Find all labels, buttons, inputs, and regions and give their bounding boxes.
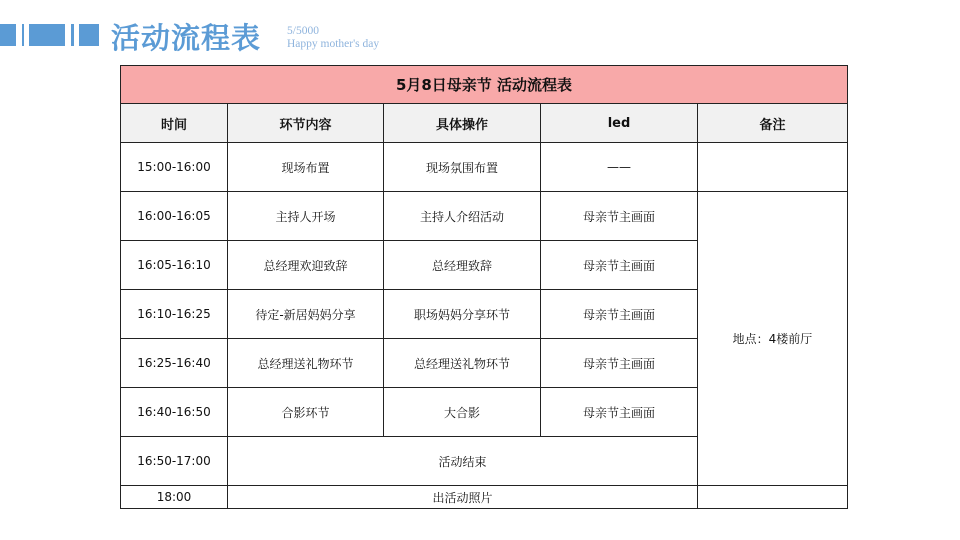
table-title: 5月8日母亲节 活动流程表 bbox=[121, 66, 848, 104]
content-cell: 主持人开场 bbox=[228, 192, 384, 241]
col-header-led: led bbox=[541, 104, 698, 143]
col-header-time: 时间 bbox=[121, 104, 228, 143]
note-cell bbox=[698, 143, 848, 192]
time-cell: 16:10-16:25 bbox=[121, 290, 228, 339]
schedule-table bbox=[120, 65, 848, 509]
operation-cell: 总经理送礼物环节 bbox=[384, 339, 541, 388]
page-count: 5/5000 bbox=[287, 25, 319, 37]
time-cell: 16:25-16:40 bbox=[121, 339, 228, 388]
table-row bbox=[121, 143, 848, 192]
page-title: 活动流程表 bbox=[111, 21, 262, 55]
time-cell: 16:00-16:05 bbox=[121, 192, 228, 241]
led-cell: 母亲节主画面 bbox=[541, 339, 698, 388]
operation-cell: 现场氛围布置 bbox=[384, 143, 541, 192]
note-cell bbox=[698, 486, 848, 509]
led-cell: 母亲节主画面 bbox=[541, 192, 698, 241]
time-cell: 16:40-16:50 bbox=[121, 388, 228, 437]
logo-block bbox=[0, 24, 16, 46]
led-cell: 母亲节主画面 bbox=[541, 241, 698, 290]
content-cell: 现场布置 bbox=[228, 143, 384, 192]
time-cell: 15:00-16:00 bbox=[121, 143, 228, 192]
merged-content-cell: 出活动照片 bbox=[228, 486, 698, 509]
operation-cell: 主持人介绍活动 bbox=[384, 192, 541, 241]
time-cell: 16:05-16:10 bbox=[121, 241, 228, 290]
logo-block bbox=[79, 24, 99, 46]
table-row bbox=[121, 192, 848, 241]
operation-cell: 大合影 bbox=[384, 388, 541, 437]
content-cell: 待定-新居妈妈分享 bbox=[228, 290, 384, 339]
merged-content-cell: 活动结束 bbox=[228, 437, 698, 486]
operation-cell: 总经理致辞 bbox=[384, 241, 541, 290]
content-cell: 合影环节 bbox=[228, 388, 384, 437]
col-header-content: 环节内容 bbox=[228, 104, 384, 143]
led-cell: —— bbox=[541, 143, 698, 192]
col-header-note: 备注 bbox=[698, 104, 848, 143]
table-row bbox=[121, 486, 848, 509]
logo-block bbox=[71, 24, 74, 46]
content-cell: 总经理送礼物环节 bbox=[228, 339, 384, 388]
operation-cell: 职场妈妈分享环节 bbox=[384, 290, 541, 339]
time-cell: 18:00 bbox=[121, 486, 228, 509]
content-cell: 总经理欢迎致辞 bbox=[228, 241, 384, 290]
page-subtitle: Happy mother's day bbox=[287, 38, 380, 50]
led-cell: 母亲节主画面 bbox=[541, 388, 698, 437]
led-cell: 母亲节主画面 bbox=[541, 290, 698, 339]
merged-note-cell: 地点：4楼前厅 bbox=[698, 192, 848, 486]
time-cell: 16:50-17:00 bbox=[121, 437, 228, 486]
col-header-operation: 具体操作 bbox=[384, 104, 541, 143]
logo-block bbox=[29, 24, 65, 46]
logo-block bbox=[22, 24, 24, 46]
